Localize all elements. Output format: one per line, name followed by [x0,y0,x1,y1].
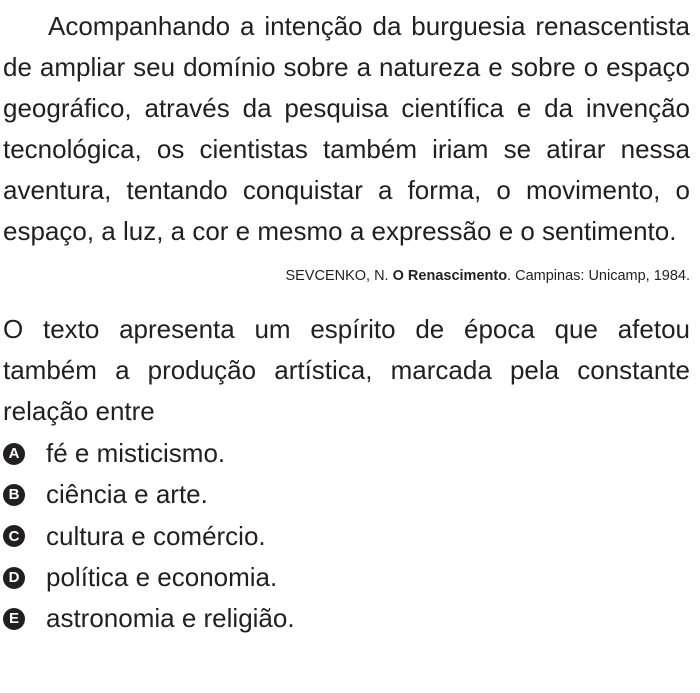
answer-options [3,433,690,639]
option-d-badge: D [3,567,25,589]
citation-author: SEVCENKO, N. [285,268,389,284]
option-e[interactable] [3,598,690,639]
option-d-text: política e economia. [46,562,278,593]
passage-text: Acompanhando a intenção da burguesia renascentista de ampliar seu domínio sobre a natureza e sobre o espaço geográfico, através da pesquisa científica e da invenção tecnológica, os cientistas também iriam se atirar nessa aventura, tentando conquistar a forma, o movimento, o espaço, a luz, a cor e mesmo a expressão e o sentimento. [3,11,690,246]
option-b-badge: B [3,484,25,506]
option-a-text: fé e misticismo. [46,438,226,469]
option-a[interactable] [3,433,690,474]
citation [3,266,690,286]
option-c[interactable] [3,516,690,557]
option-e-text: astronomia e religião. [46,603,295,634]
option-d[interactable] [3,557,690,598]
option-a-badge: A [3,443,25,465]
citation-publisher: . Campinas: Unicamp, 1984. [507,268,690,284]
option-c-badge: C [3,525,25,547]
citation-title: O Renascimento [392,268,508,284]
question-stem: O texto apresenta um espírito de época que afetou também a produção artística, marcada pela constante relação entre [3,314,690,426]
option-b[interactable] [3,474,690,515]
option-c-text: cultura e comércio. [46,520,266,551]
option-b-text: ciência e arte. [46,479,208,510]
option-e-badge: E [3,608,25,630]
